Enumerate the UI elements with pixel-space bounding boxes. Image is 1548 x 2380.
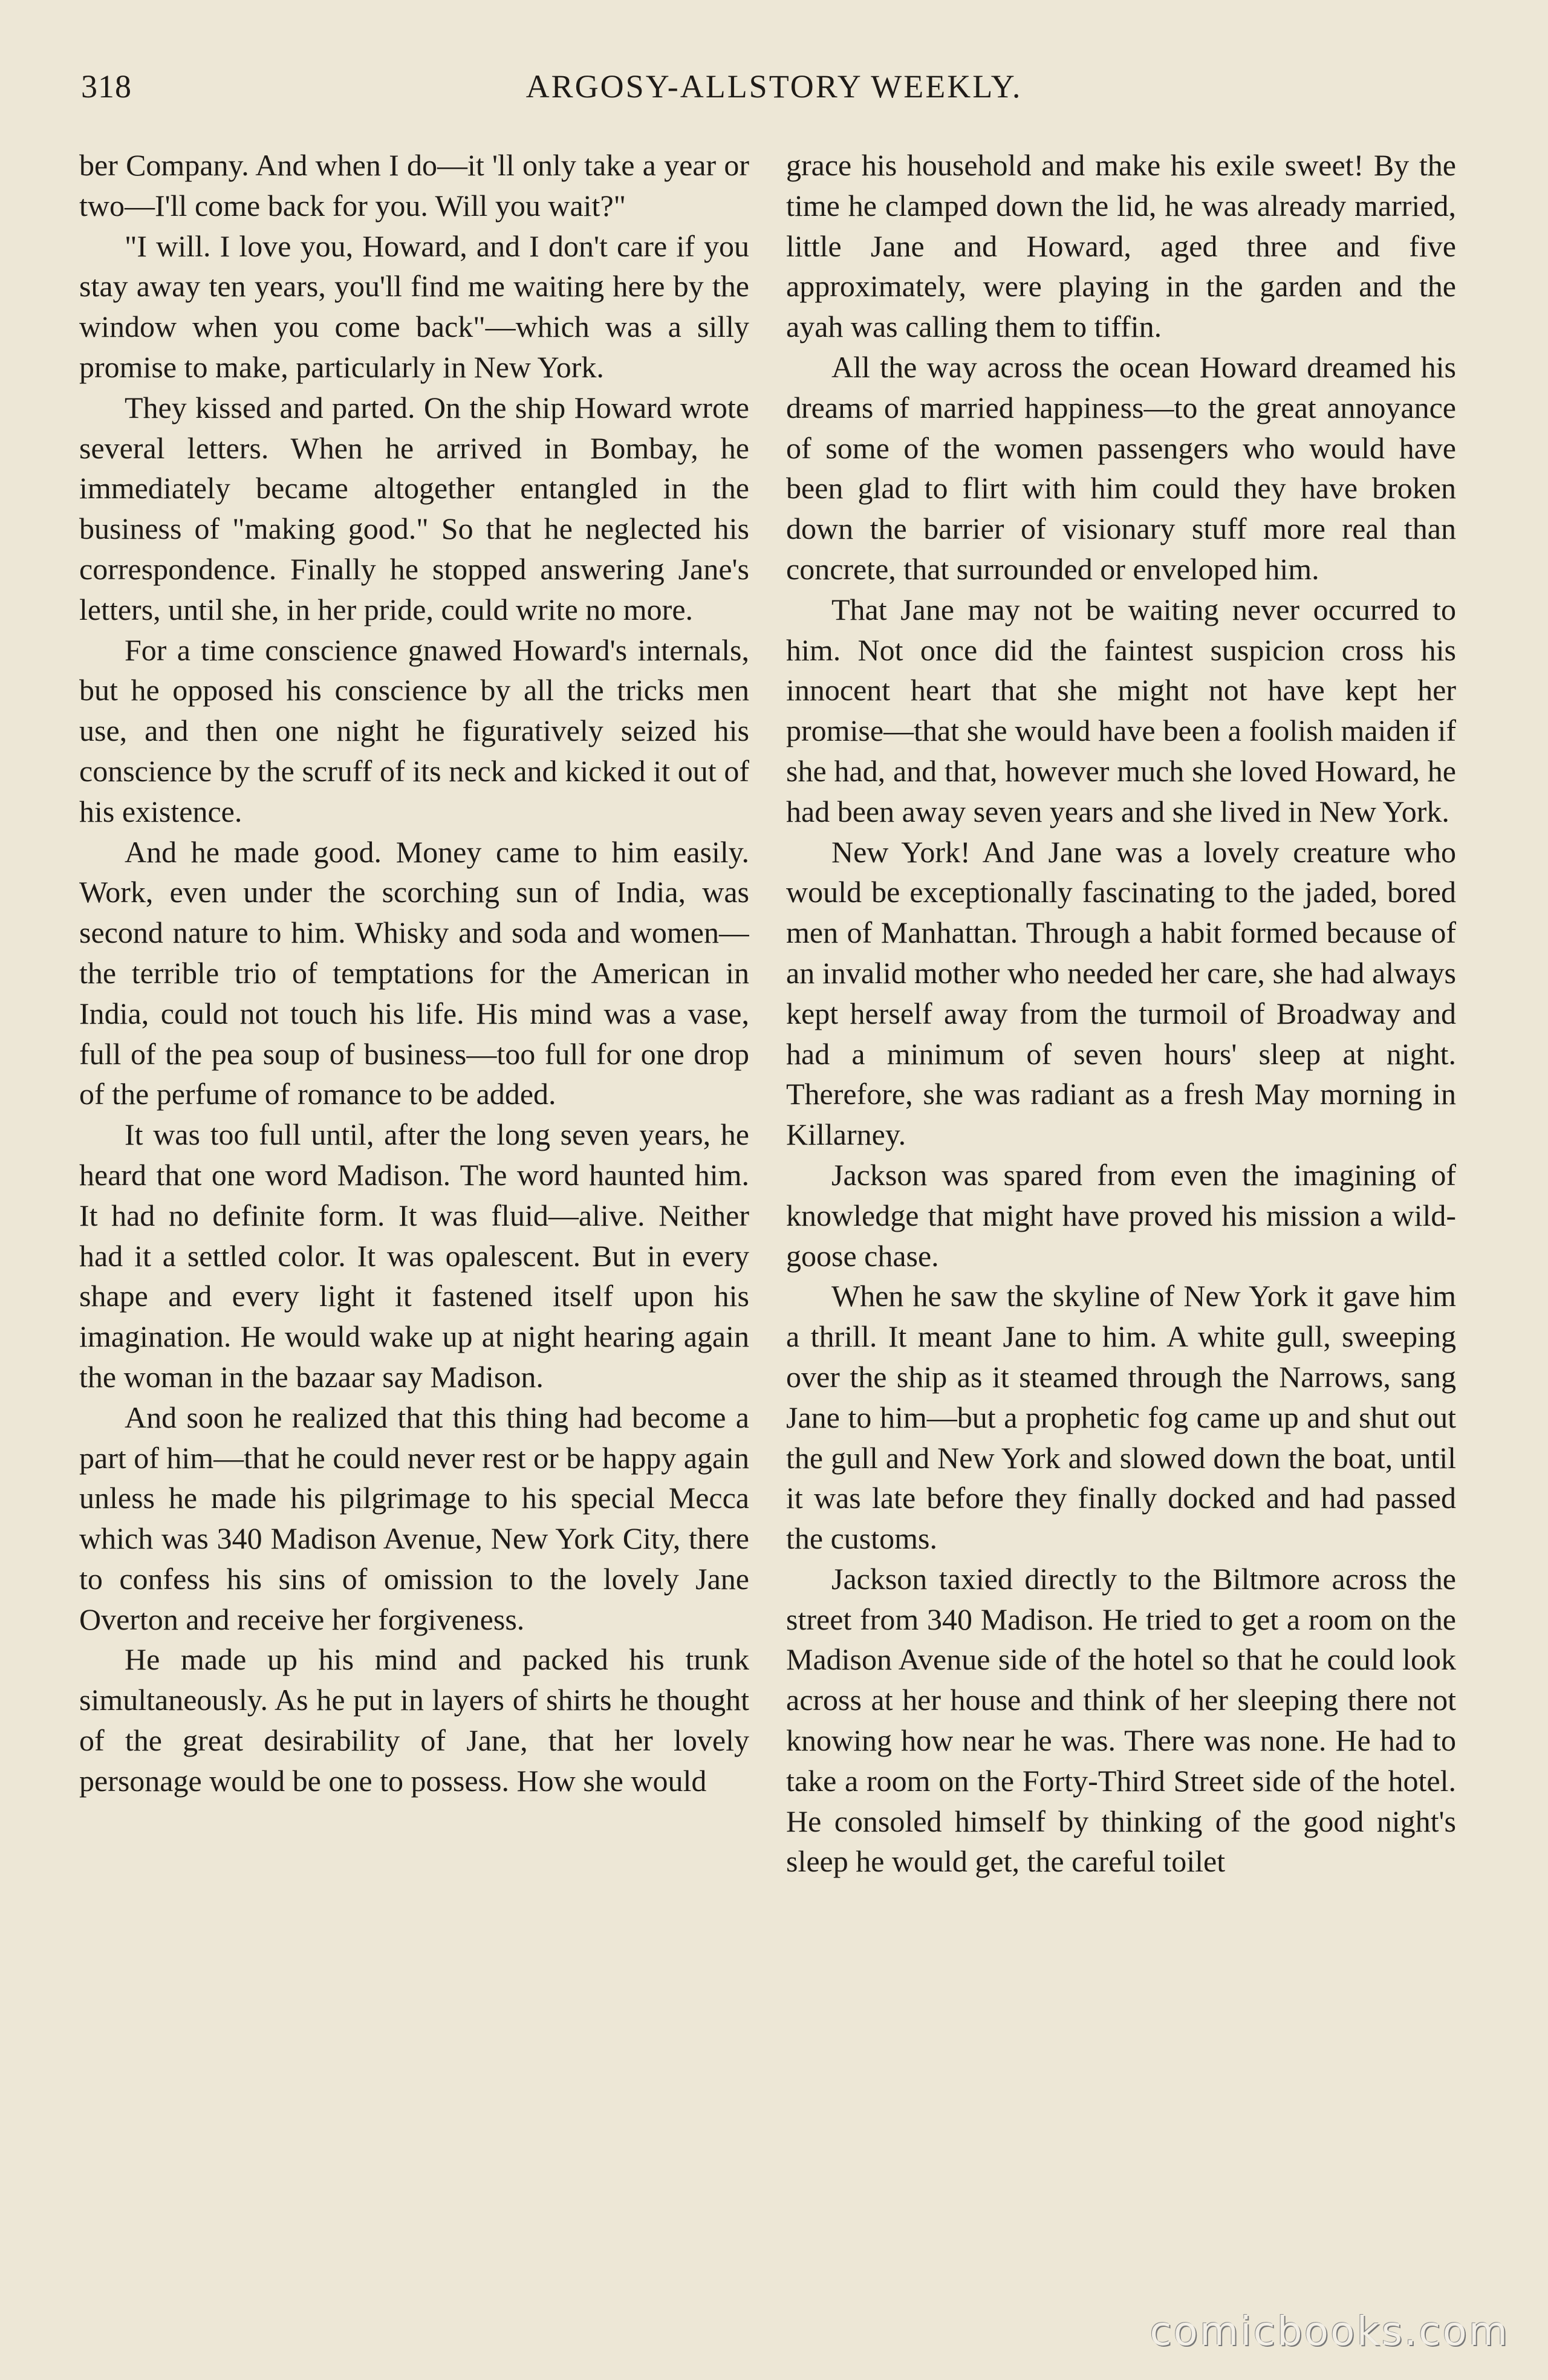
paragraph: All the way across the ocean Howard dreamed his dreams of married happiness—to the great annoyance of some of the women passengers who would have been glad to flirt with him could they have broken down the barrier of visionary stuff more real than concrete, that surrounded or enveloped him.: [786, 350, 1456, 586]
left-column: [79, 145, 749, 2304]
watermark: comicbooks.com: [1150, 2308, 1509, 2355]
paragraph: And soon he realized that this thing had become a part of him—that he could never rest or be happy again unless he made his pilgrimage to his special Mecca which was 340 Madison Avenue, New York City, there to confess his sins of omission to the lovely Jane Overton and receive her forgiveness.: [79, 1400, 749, 1636]
paragraph: grace his household and make his exile sweet! By the time he clamped down the lid, he was already married, little Jane and Howard, aged three and five approximately, were playing in the garden and the ayah was calling them to tiffin.: [786, 148, 1456, 344]
paragraph: For a time conscience gnawed Howard's internals, but he opposed his conscience by all the tricks men use, and then one night he figuratively seized his conscience by the scruff of its neck and kicked it out of his existence.: [79, 632, 749, 828]
paragraph: "I will. I love you, Howard, and I don't care if you stay away ten years, you'll find me waiting here by the window when you come back"—which was a silly promise to make, particularly in New York.: [79, 229, 749, 384]
paragraph: And he made good. Money came to him easily. Work, even under the scorching sun of India, was second nature to him. Whisky and soda and women—the terrible trio of temptations for the American in India, could not touch his life. His mind was a vase, full of the pea soup of business—too full for one drop of the perfume of romance to be added.: [79, 834, 749, 1111]
page-number: 318: [81, 68, 132, 105]
paragraph: It was too full until, after the long seven years, he heard that one word Madison. The word haunted him. It had no definite form. It was fluid—alive. Neither had it a settled color. It was opalescent. But in every shape and every light it fastened itself upon his imagination. He would wake up at night hearing again the woman in the bazaar say Madison.: [79, 1117, 749, 1394]
running-title: ARGOSY-ALLSTORY WEEKLY.: [525, 68, 1023, 105]
right-column: [786, 145, 1456, 2304]
paragraph: When he saw the skyline of New York it gave him a thrill. It meant Jane to him. A white gull, sweeping over the ship as it steamed through the Narrows, sang Jane to him—but a prophetic fog came up and shut out the gull and New York and slowed down the boat, until it was late before they finally docked and had passed the customs.: [786, 1279, 1456, 1556]
page-header: [81, 68, 1467, 116]
paragraph: ber Company. And when I do—it 'll only take a year or two—I'll come back for you. Will you wait?": [79, 148, 749, 223]
paragraph: That Jane may not be waiting never occurred to him. Not once did the faintest suspicion cross his innocent heart that she might not have kept her promise—that she would have been a foolish maiden if she had, and that, however much she loved Howard, he had been away seven years and she lived in New York.: [786, 592, 1456, 828]
paragraph: Jackson was spared from even the imagining of knowledge that might have proved his mission a wild-goose chase.: [786, 1157, 1456, 1273]
paragraph: He made up his mind and packed his trunk simultaneously. As he put in layers of shirts he thought of the great desirability of Jane, that her lovely personage would be one to possess. How she would: [79, 1642, 749, 1798]
paragraph: New York! And Jane was a lovely creature who would be exceptionally fascinating to the jaded, bored men of Manhattan. Through a habit formed because of an invalid mother who needed her care, she had always kept herself away from the turmoil of Broadway and had a minimum of seven hours' sleep at night. Therefore, she was radiant as a fresh May morning in Killarney.: [786, 834, 1456, 1152]
paragraph: Jackson taxied directly to the Biltmore across the street from 340 Madison. He tried to get a room on the Madison Avenue side of the hotel so that he could look across at her house and think of her sleeping there not knowing how near he was. There was none. He had to take a room on the Forty-Third Street side of the hotel. He consoled himself by thinking of the good night's sleep he would get, the careful toilet: [786, 1561, 1456, 1879]
paragraph: They kissed and parted. On the ship Howard wrote several letters. When he arrived in Bombay, he immediately became altogether entangled in the business of "making good." So that he neglected his correspondence. Finally he stopped answering Jane's letters, until she, in her pride, could write no more.: [79, 390, 749, 626]
